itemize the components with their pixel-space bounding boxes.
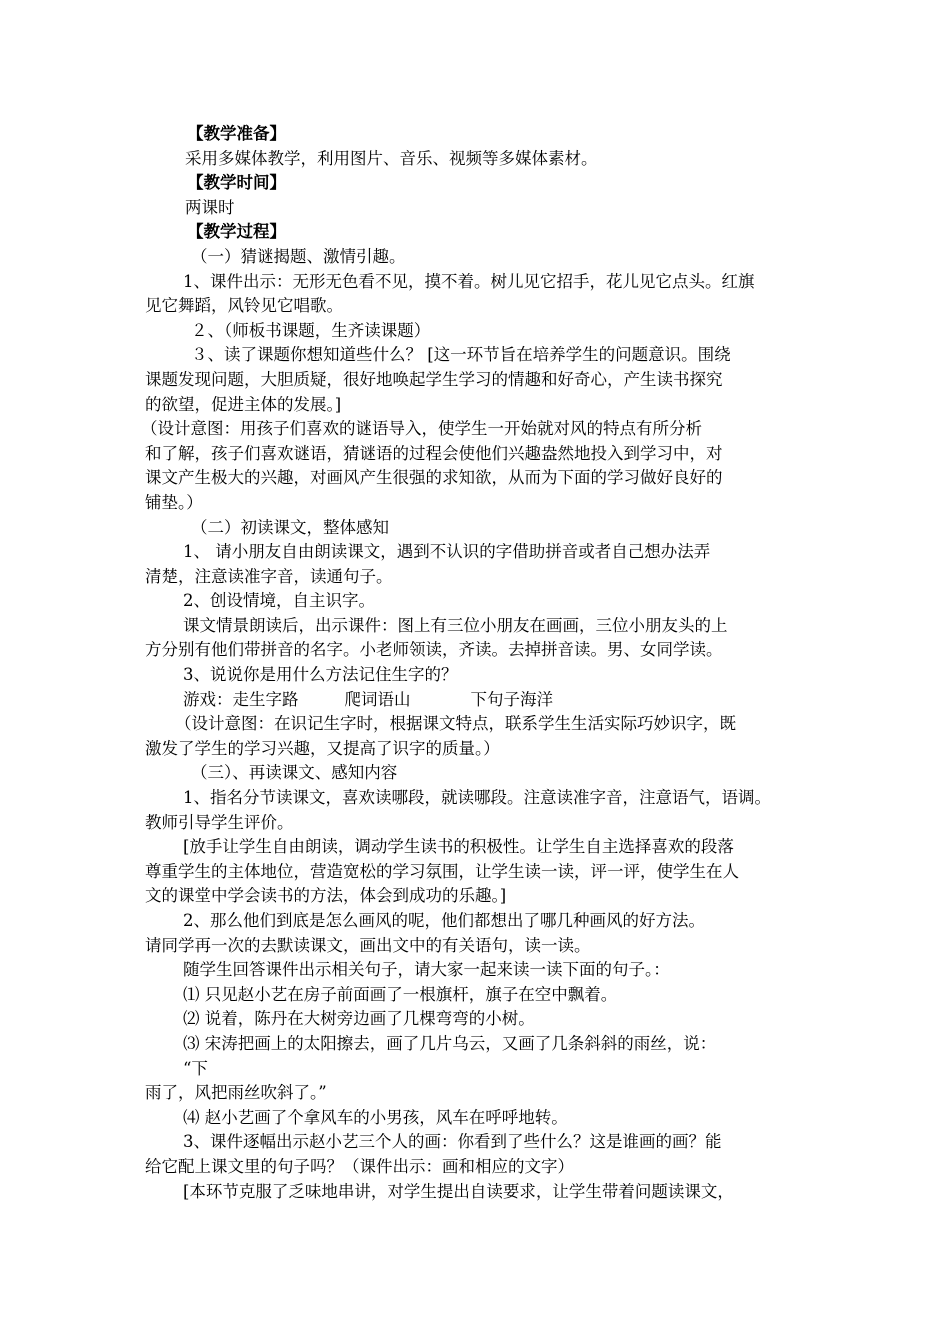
section-3-bracket-line-3: 文的课堂中学会读书的方法，体会到成功的乐趣。] bbox=[145, 886, 507, 906]
section-2-item-3: 3、说说你是用什么方法记住生字的？ bbox=[183, 665, 458, 685]
lesson-plan-page bbox=[141, 122, 813, 1204]
time-text: 两课时 bbox=[185, 197, 235, 217]
section-3-bracket-line-1: [放手让学生自由朗读，调动学生读书的积极性。让学生自主选择喜欢的段落 bbox=[183, 837, 734, 857]
section-3-item-2-line-1: 2、那么他们到底是怎么画风的呢，他们都想出了哪几种画风的好方法。 bbox=[183, 911, 705, 930]
section-2-design-line-2: 激发了学生的学习兴趣，又提高了识字的质量。） bbox=[145, 738, 500, 758]
section-1-item-1-line-2: 见它舞蹈，风铃见它唱歌。 bbox=[145, 296, 343, 316]
section-3-item-3-line-2: 给它配上课文里的句子吗？（课件出示：画和相应的文字） bbox=[145, 1156, 574, 1176]
section-2-design-line-1: （设计意图：在识记生字时，根据课文特点，联系学生生活实际巧妙识字，既 bbox=[175, 714, 736, 734]
preparation-text: 采用多媒体教学，利用图片、音乐、视频等多媒体素材。 bbox=[185, 148, 598, 168]
sentence-3-line-3: 雨了，风把雨丝吹斜了。” bbox=[145, 1083, 327, 1103]
section-1-design-line-2: 和了解，孩子们喜欢谜语，猜谜语的过程会使他们兴趣盎然地投入到学习中，对 bbox=[145, 443, 723, 463]
sentence-3-line-1: ⑶ 宋涛把画上的太阳擦去，画了几片乌云，又画了几条斜斜的雨丝，说： bbox=[183, 1033, 717, 1053]
section-3-item-3-line-1: 3、课件逐幅出示赵小艺三个人的画：你看到了些什么？这是谁画的画？能 bbox=[183, 1132, 722, 1152]
section-3-item-1-line-1: 1、指名分节读课文，喜欢读哪段，就读哪段。注意读准字音，注意语气，语调。 bbox=[183, 788, 771, 808]
section-2-games bbox=[145, 688, 813, 713]
section-1-title: （一）猜谜揭题、激情引趣。 bbox=[191, 246, 406, 266]
section-1-item-1-line-1: 1、课件出示：无形无色看不见，摸不着。树儿见它招手，花儿见它点头。红旗 bbox=[183, 271, 755, 291]
section-1-design-line-1: （设计意图：用孩子们喜欢的谜语导入，使学生一开始就对风的特点有所分析 bbox=[141, 419, 702, 439]
section-2-title: （二）初读课文，整体感知 bbox=[191, 517, 389, 537]
game-3: 下句子海洋 bbox=[470, 689, 553, 709]
section-1-design-line-3: 课文产生极大的兴趣，对画风产生很强的求知欲，从而为下面的学习做好良好的 bbox=[145, 468, 723, 488]
section-2-item-1-line-2: 清楚，注意读准字音，读通句子。 bbox=[145, 566, 393, 586]
sentence-2: ⑵ 说着，陈丹在大树旁边画了几棵弯弯的小树。 bbox=[183, 1009, 535, 1029]
sentence-1: ⑴ 只见赵小艺在房子前面画了一根旗杆，旗子在空中飘着。 bbox=[183, 984, 618, 1004]
section-3-follow-text: 随学生回答课件出示相关句子，请大家一起来读一读下面的句子。： bbox=[183, 960, 670, 980]
section-2-item-1-line-1: 1、 请小朋友自由朗读课文，遇到不认识的字借助拼音或者自己想办法弄 bbox=[183, 542, 711, 562]
sentence-4: ⑷ 赵小艺画了个拿风车的小男孩，风车在呼呼地转。 bbox=[183, 1107, 568, 1127]
game-1: 游戏：走生字路 bbox=[183, 689, 299, 709]
heading-teaching-preparation: 【教学准备】 bbox=[187, 124, 286, 143]
section-3-item-2-line-2: 请同学再一次的去默读课文，画出文中的有关语句，读一读。 bbox=[145, 935, 591, 955]
heading-teaching-time: 【教学时间】 bbox=[187, 173, 286, 193]
sentence-3-line-2: “下 bbox=[183, 1058, 208, 1078]
section-2-para-line-2: 方分别有他们带拼音的名字。小老师领读，齐读。去掉拼音读。男、女同学读。 bbox=[145, 640, 723, 660]
section-3-item-1-line-2: 教师引导学生评价。 bbox=[145, 812, 294, 832]
section-1-item-3-line-2: 课题发现问题，大胆质疑，很好地唤起学生学习的情趣和好奇心，产生读书探究 bbox=[145, 369, 723, 389]
section-1-design-line-4: 铺垫。） bbox=[145, 492, 203, 512]
section-3-bracket-line-2: 尊重学生的主体地位，营造宽松的学习氛围，让学生读一读，评一评，使学生在人 bbox=[145, 861, 739, 881]
section-2-item-2: 2、创设情境，自主识字。 bbox=[183, 591, 375, 611]
section-2-para-line-1: 课文情景朗读后，出示课件：图上有三位小朋友在画画，三位小朋友头的上 bbox=[183, 615, 728, 635]
section-1-item-3-line-1: ３、读了课题你想知道些什么？ [这一环节旨在培养学生的问题意识。围绕 bbox=[191, 345, 731, 365]
game-2: 爬词语山 bbox=[344, 689, 411, 709]
section-3-last-line: [本环节克服了乏味地串讲，对学生提出自读要求，让学生带着问题读课文， bbox=[183, 1181, 734, 1201]
section-3-title: （三）、再读课文、感知内容 bbox=[191, 763, 398, 783]
section-1-item-3-line-3: 的欲望，促进主体的发展。] bbox=[145, 394, 342, 414]
heading-teaching-process: 【教学过程】 bbox=[187, 222, 286, 242]
section-1-item-2: ２、（师板书课题，生齐读课题） bbox=[191, 320, 431, 340]
